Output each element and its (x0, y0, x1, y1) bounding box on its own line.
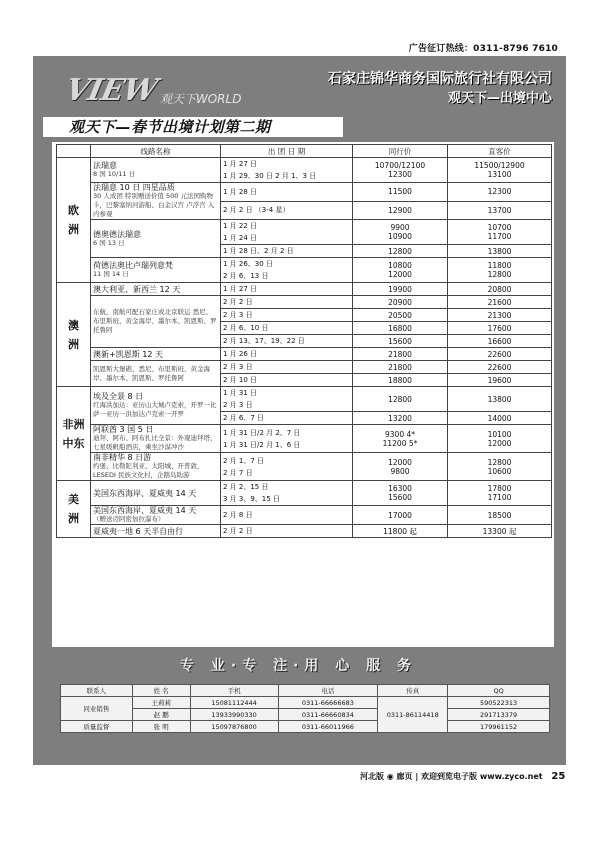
trade-price-cell (353, 425, 448, 453)
retail-price: 20800 (487, 284, 512, 294)
retail-price: 11800 (487, 261, 512, 270)
date-line: 1 月 31 日/2 月 2、7 日 (223, 428, 301, 437)
date-line: 1 月 28 日 (223, 187, 258, 196)
trade-price-cell (353, 309, 448, 322)
dates-cell (221, 506, 353, 525)
retail-price: 11500/12900 (474, 161, 525, 170)
route-desc: 30 人成团 特别赠送价值 500 元法国购物卡，巴黎塞纳河游船、白金汉宫 卢浮宫 入内参观 (93, 192, 215, 218)
contact-header-qq: QQ (448, 685, 550, 697)
contact-mobile: 15081112444 (190, 697, 278, 709)
contact-role: 同业销售 (61, 697, 133, 721)
retail-price: 10600 (487, 466, 512, 476)
region-label: 欧 (68, 204, 79, 217)
page-footer (360, 771, 565, 782)
retail-price-cell (448, 183, 552, 202)
ad-hotline: 广告征订热线：0311-8796 7610 (408, 44, 558, 54)
route-name: 美国东西海岸、夏威夷 14 天 (93, 488, 197, 498)
logo-subtitle: 观天下WORLD (159, 92, 242, 106)
region-label: 中东 (62, 436, 85, 450)
trade-price-cell (353, 374, 448, 387)
table-row (57, 158, 552, 183)
contact-name: 赵 鹏 (132, 709, 190, 721)
region-aus (57, 283, 91, 387)
trade-price: 10700/12100 (374, 161, 426, 170)
retail-price-cell (448, 296, 552, 309)
route-cell (91, 296, 221, 348)
footer-text: 河北版 ◉ 廊页 | 欢迎到览电子版 www.zyco.net (360, 772, 543, 781)
region-afme (57, 387, 91, 481)
header-retail-price: 直客价 (448, 145, 552, 158)
route-name: 南非精华 8 日游 (93, 453, 152, 462)
route-cell (91, 387, 221, 425)
logo-mark: VIEW (62, 73, 160, 108)
dates-cell (221, 183, 353, 202)
table-row (57, 481, 552, 506)
route-cell (91, 453, 221, 481)
retail-price-cell (448, 412, 552, 425)
retail-price: 19600 (487, 375, 512, 385)
contact-row (61, 721, 550, 733)
region-label: 洲 (68, 512, 79, 525)
table-row (57, 296, 552, 309)
region-label: 美 (68, 493, 79, 506)
trade-price: 16800 (388, 323, 412, 333)
dates-cell (221, 453, 353, 481)
contact-fax: 0311-86114418 (378, 697, 448, 733)
table-header-row (57, 145, 552, 158)
trade-price: 21800 (388, 349, 412, 359)
date-line: 2 月 13、17、19、22 日 (223, 337, 305, 345)
contact-header-fax: 传真 (378, 685, 448, 697)
dates-cell (221, 481, 353, 506)
table-row (57, 258, 552, 283)
trade-price-cell (353, 183, 448, 202)
date-line: 1 月 31 日/2 月 1、6 日 (223, 440, 301, 449)
route-name: 夏威夷一地 6 天半自由行 (93, 526, 184, 536)
trade-price: 16300 (388, 484, 412, 493)
contact-header-name: 姓 名 (132, 685, 190, 697)
route-cell (91, 361, 221, 387)
retail-price-cell (448, 309, 552, 322)
trade-price-cell (353, 283, 448, 296)
route-cell (91, 258, 221, 283)
dates-cell (221, 201, 353, 220)
trade-price: 12000 (388, 457, 412, 467)
trade-price: 10900 (388, 232, 412, 241)
contact-phone: 0311-66011966 (278, 721, 378, 733)
trade-price-cell (353, 322, 448, 335)
retail-price: 12000 (487, 438, 512, 448)
date-line: 2 月 10 日 (223, 376, 258, 384)
retail-price: 17800 (487, 484, 512, 493)
trade-price: 20900 (388, 297, 412, 307)
route-desc: 迪拜、阿布、阿布扎比全景：外观迪拜塔，七星级帆船酒店，乘坐沙漠冲沙 (93, 434, 217, 451)
retail-price: 10700 (487, 223, 512, 232)
contact-qq: 291713379 (448, 709, 550, 721)
contact-header-role: 联系人 (61, 685, 133, 697)
date-line: 2 月 1、7 日 (223, 456, 265, 465)
retail-price: 21600 (487, 297, 512, 307)
trade-price: 10800 (388, 261, 412, 270)
date-line: 2 月 8 日 (223, 511, 253, 519)
trade-price-cell (353, 220, 448, 245)
retail-price: 13800 (487, 394, 512, 404)
page-title: 观天下—春节出境计划第二期 (69, 118, 271, 136)
header-trade-price: 同行价 (353, 145, 448, 158)
contact-name: 王莉莉 (132, 697, 190, 709)
route-desc: 东航，南航可配石家庄或北京联运 悉尼、布里斯班、黄金海岸、墨尔本、凯恩斯、罗托鲁阿 (93, 308, 217, 334)
date-line: 1 月 22 日 (223, 222, 258, 230)
region-label: 洲 (68, 337, 79, 351)
date-line: 2 月 2 日 （3-4 星） (223, 206, 290, 215)
retail-price: 16600 (487, 336, 512, 346)
region-label: 非洲 (62, 417, 85, 431)
company-name: 石家庄锦华商务国际旅行社有限公司 (328, 71, 552, 87)
region-label: 洲 (68, 223, 79, 236)
contact-table (60, 684, 550, 733)
dates-cell (221, 425, 353, 453)
date-line: 1 月 27 日 (223, 160, 258, 168)
region-label: 澳 (68, 318, 79, 332)
dates-cell (221, 335, 353, 348)
trade-price-cell (353, 525, 448, 538)
date-line: 2 月 6、10 日 (223, 324, 269, 332)
trade-price: 12000 (388, 270, 412, 279)
retail-price: 22600 (487, 362, 512, 372)
date-line: 2 月 2 日 (223, 527, 253, 535)
trade-price: 9300 4* (385, 429, 415, 439)
header-route: 线路名称 (91, 145, 221, 158)
route-name: 澳大利亚、新西兰 12 天 (93, 284, 181, 294)
contact-phone: 0311-66660834 (278, 709, 378, 721)
retail-price: 13700 (487, 205, 512, 215)
trade-price-cell (353, 158, 448, 183)
retail-price-cell (448, 481, 552, 506)
date-line: 2 月 3 日 (223, 363, 253, 371)
contact-header-mobile: 手机 (190, 685, 278, 697)
route-desc: 红海洪加达：亚历山大城卢克索，开罗一比萨一亚历一洪加达卢克索一开罗 (93, 401, 217, 418)
retail-price: 12800 (487, 457, 512, 467)
view-world-logo (62, 73, 242, 108)
trade-price: 9900 (390, 223, 410, 232)
retail-price-cell (448, 525, 552, 538)
trade-price: 12300 (388, 170, 412, 179)
retail-price-cell (448, 348, 552, 361)
company-center: 观天下—出境中心 (447, 91, 552, 106)
route-cell (91, 425, 221, 453)
dates-cell (221, 158, 353, 183)
company-block (328, 70, 552, 108)
dates-cell (221, 322, 353, 335)
date-line: 1 月 24 日 (223, 234, 258, 242)
date-line: 2 月 6、7 日 (223, 414, 265, 422)
contact-row (61, 709, 550, 721)
trade-price-cell (353, 412, 448, 425)
route-desc: 凯恩斯大堡礁、悉尼、布里斯班、黄金海岸、墨尔本、凯恩斯、罗托鲁阿 (93, 364, 210, 382)
dates-cell (221, 525, 353, 538)
route-cell (91, 481, 221, 506)
page-number: 25 (551, 771, 566, 782)
retail-price: 12800 (487, 270, 512, 279)
retail-price: 18500 (487, 510, 512, 520)
retail-price: 17600 (487, 323, 512, 333)
trade-price: 11500 (388, 187, 412, 197)
header-region (57, 145, 91, 158)
retail-price: 11700 (487, 232, 512, 241)
date-line: 2 月 6、13 日 (223, 272, 269, 280)
table-row (57, 348, 552, 361)
route-cell (91, 220, 221, 258)
retail-price-cell (448, 361, 552, 374)
retail-price-cell (448, 374, 552, 387)
trade-price-cell (353, 387, 448, 412)
header-dates: 出 团 日 期 (221, 145, 353, 158)
title-bar (43, 117, 343, 137)
retail-price-cell (448, 322, 552, 335)
dates-cell (221, 220, 353, 245)
retail-price-cell (448, 158, 552, 183)
trade-price-cell (353, 453, 448, 481)
retail-price: 10100 (487, 429, 512, 439)
trade-price: 12900 (388, 205, 412, 215)
route-cell (91, 525, 221, 538)
date-line: 1 月 27 日 (223, 285, 258, 293)
contact-role: 质量监督 (61, 721, 133, 733)
tour-table (56, 144, 552, 538)
dates-cell (221, 361, 353, 374)
date-line: 2 月 3 日 (223, 311, 253, 319)
date-line: 1 月 29、30 日 2 月 1、3 日 (223, 172, 317, 180)
trade-price-cell (353, 258, 448, 283)
retail-price-cell (448, 425, 552, 453)
table-row (57, 425, 552, 453)
route-desc: 8 国 10/11 日 (93, 170, 136, 178)
date-line: 2 月 2 日 (223, 298, 253, 306)
dates-cell (221, 412, 353, 425)
route-name: 澳新+凯恩斯 12 天 (93, 349, 163, 359)
contact-mobile: 15097876800 (190, 721, 278, 733)
contact-mobile: 13933990330 (190, 709, 278, 721)
route-name: 法瑞意 (93, 161, 117, 170)
contact-row (61, 697, 550, 709)
dates-cell (221, 374, 353, 387)
route-cell (91, 183, 221, 220)
retail-price: 13800 (487, 246, 512, 256)
trade-price: 15600 (388, 493, 412, 502)
dates-cell (221, 348, 353, 361)
date-line: 2 月 7 日 (223, 468, 253, 477)
date-line: 1 月 31 日 (223, 389, 258, 397)
route-name: 埃及全景 8 日 (93, 392, 144, 401)
trade-price-cell (353, 506, 448, 525)
date-line: 1 月 26、30 日 (223, 260, 273, 268)
route-name: 法瑞意 10 日 四星品质 (93, 183, 175, 192)
retail-price-cell (448, 453, 552, 481)
dates-cell (221, 258, 353, 283)
route-desc: 约堡、比勒陀利亚、太阳城、开普敦，LESEDI 民族文化村，企鹅岛助游 (93, 462, 204, 479)
retail-price: 14000 (487, 413, 512, 423)
retail-price-cell (448, 245, 552, 258)
trade-price: 13200 (388, 413, 412, 423)
table-row (57, 525, 552, 538)
table-row (57, 361, 552, 374)
retail-price-cell (448, 201, 552, 220)
trade-price: 11800 起 (383, 526, 417, 536)
dates-cell (221, 245, 353, 258)
table-row (57, 220, 552, 245)
brand-header (44, 66, 564, 114)
retail-price-cell (448, 283, 552, 296)
retail-price: 21300 (487, 310, 512, 320)
contact-header-phone: 电话 (278, 685, 378, 697)
dates-cell (221, 296, 353, 309)
retail-price: 13300 起 (482, 526, 517, 536)
trade-price: 17000 (388, 510, 412, 520)
route-desc: 11 国 14 日 (93, 270, 129, 278)
retail-price-cell (448, 335, 552, 348)
date-line: 2 月 2、15 日 (223, 483, 269, 491)
trade-price-cell (353, 348, 448, 361)
route-desc: （赠送迈阿密加拉瀑布） (93, 515, 165, 523)
date-line: 1 月 26 日 (223, 350, 258, 358)
dates-cell (221, 387, 353, 412)
trade-price: 21800 (388, 362, 412, 372)
date-line: 1 月 28 日、2 月 2 日 (223, 247, 294, 255)
contact-qq: 179961152 (448, 721, 550, 733)
trade-price: 18800 (388, 375, 412, 385)
retail-price-cell (448, 258, 552, 283)
contact-phone: 0311-66666683 (278, 697, 378, 709)
route-name: 荷德法奥比卢瑞列意梵 (93, 261, 173, 270)
route-cell (91, 348, 221, 361)
trade-price-cell (353, 481, 448, 506)
table-row (57, 283, 552, 296)
route-desc: 6 国 13 日 (93, 238, 125, 247)
date-line: 3 月 3、9、15 日 (223, 495, 280, 503)
dates-cell (221, 283, 353, 296)
table-row (57, 387, 552, 412)
trade-price: 15600 (388, 336, 412, 346)
trade-price: 9800 (390, 466, 410, 476)
contact-header-row (61, 685, 550, 697)
retail-price: 17100 (487, 493, 512, 502)
retail-price: 12300 (487, 187, 512, 197)
region-europe (57, 158, 91, 283)
route-name: 阿联酋 3 国 5 日 (93, 425, 154, 434)
route-cell (91, 506, 221, 525)
trade-price-cell (353, 201, 448, 220)
dates-cell (221, 309, 353, 322)
route-cell (91, 283, 221, 296)
route-cell (91, 158, 221, 183)
route-name: 美国东西海岸、夏威夷 14 天 (93, 506, 197, 515)
table-row (57, 453, 552, 481)
service-slogan: 专 业·专 注·用 心 服 务 (180, 658, 418, 674)
table-row (57, 506, 552, 525)
table-row (57, 183, 552, 202)
retail-price-cell (448, 506, 552, 525)
region-america (57, 481, 91, 538)
trade-price: 12800 (388, 246, 412, 256)
contact-name: 张 明 (132, 721, 190, 733)
retail-price-cell (448, 387, 552, 412)
date-line: 2 月 3 日 (223, 401, 253, 409)
trade-price-cell (353, 296, 448, 309)
contact-qq: 590522313 (448, 697, 550, 709)
trade-price: 20500 (388, 310, 412, 320)
retail-price-cell (448, 220, 552, 245)
retail-price: 22600 (487, 349, 512, 359)
trade-price: 12800 (388, 394, 412, 404)
trade-price: 19900 (388, 284, 412, 294)
trade-price-cell (353, 245, 448, 258)
retail-price: 13100 (487, 170, 512, 179)
trade-price-cell (353, 361, 448, 374)
trade-price-cell (353, 335, 448, 348)
trade-price: 11200 5* (382, 438, 418, 448)
route-name: 德奥德法瑞意 (93, 229, 141, 239)
